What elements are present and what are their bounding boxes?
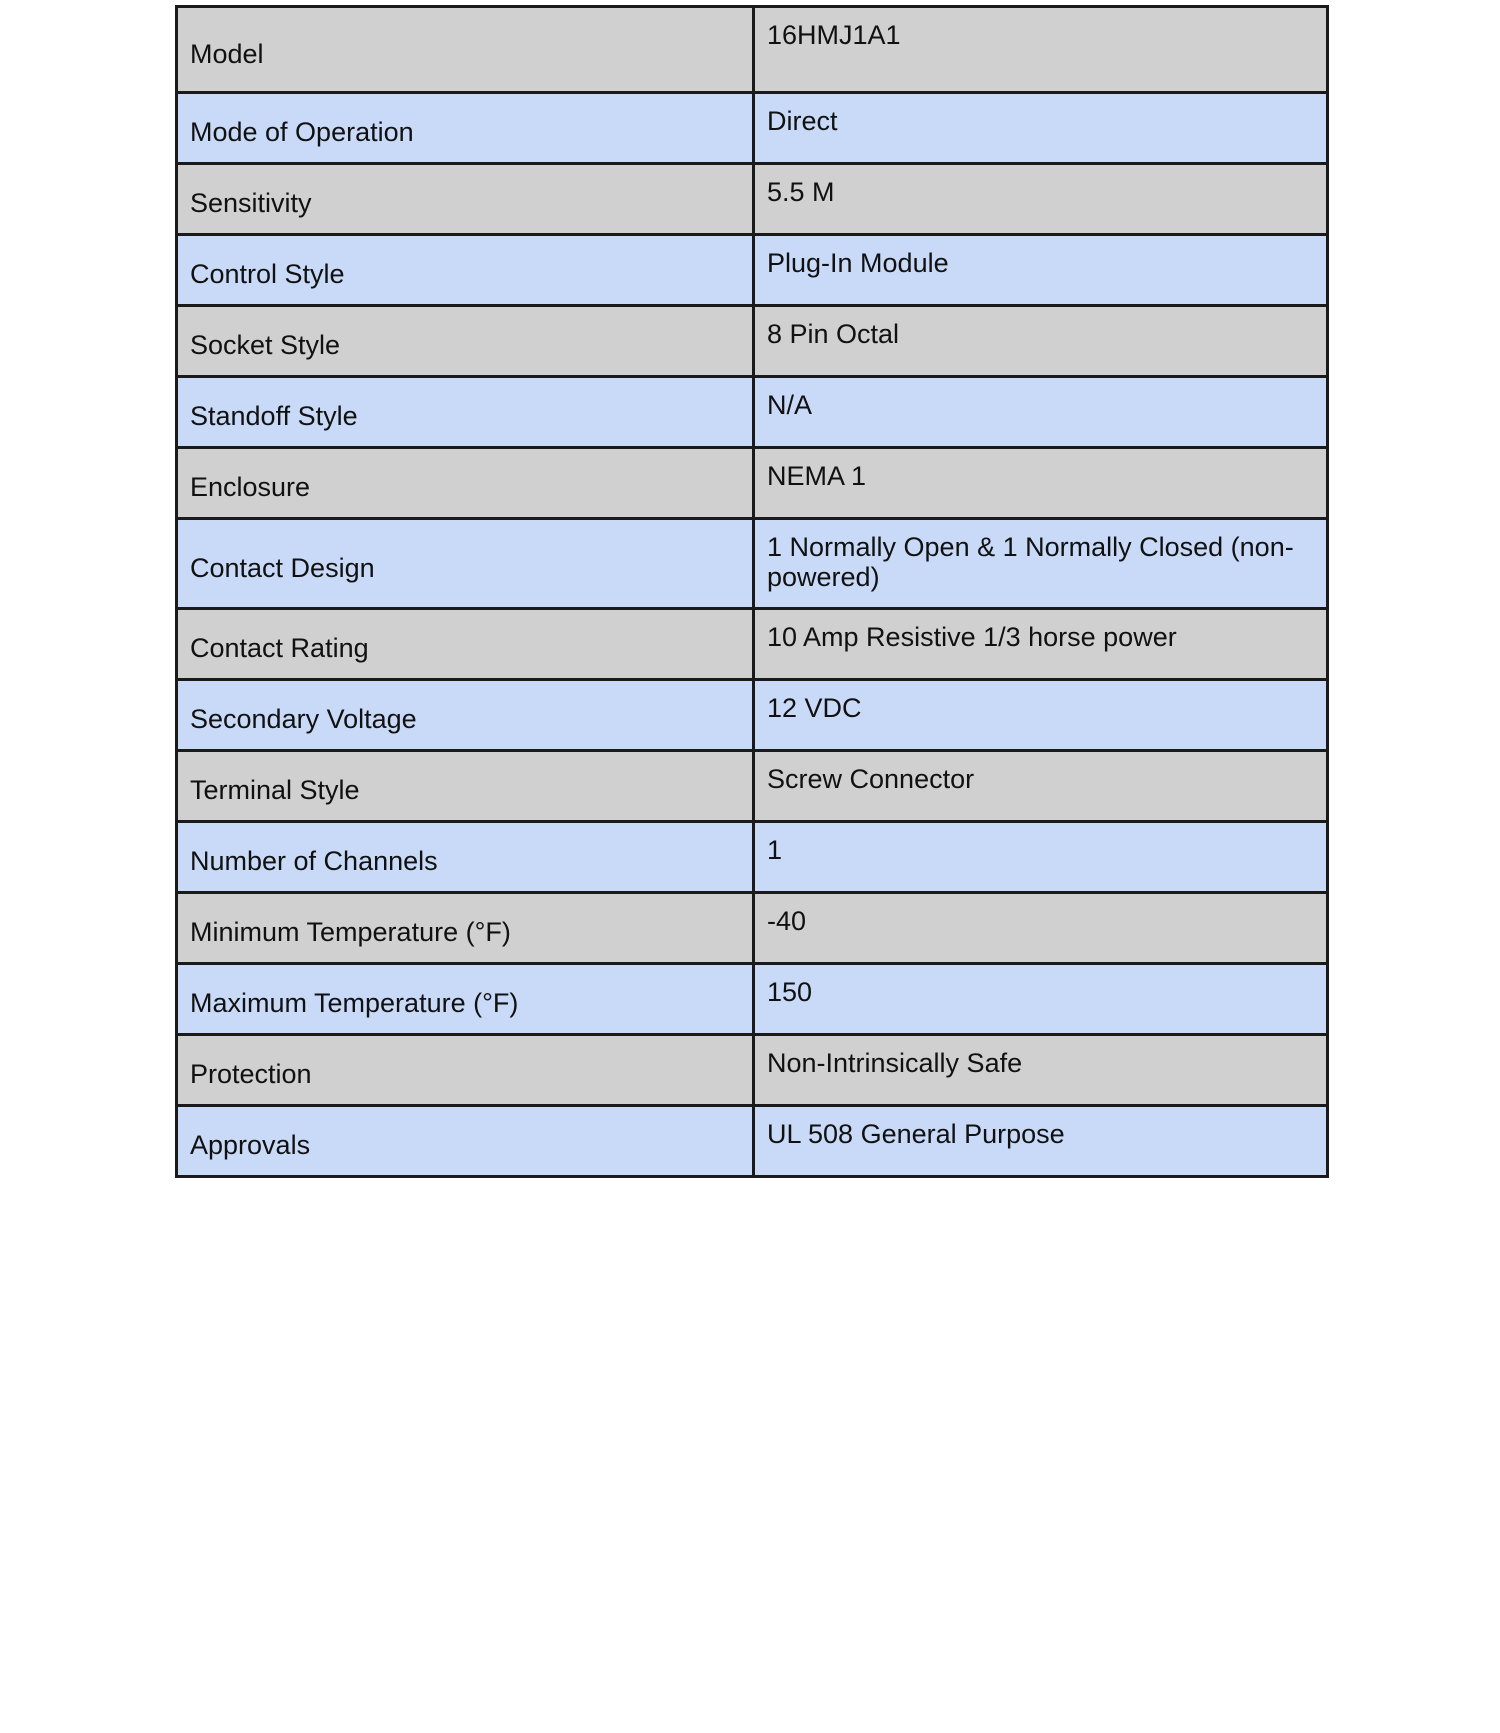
table-row [177, 964, 1328, 1035]
table-row [177, 377, 1328, 448]
specifications-table [175, 5, 1329, 1178]
spec-value: 12 VDC [754, 680, 1328, 751]
table-row [177, 1106, 1328, 1177]
table-row [177, 680, 1328, 751]
spec-value: 1 Normally Open & 1 Normally Closed (non-powered) [754, 519, 1328, 609]
spec-label: Terminal Style [177, 751, 754, 822]
spec-label: Approvals [177, 1106, 754, 1177]
spec-label: Contact Rating [177, 609, 754, 680]
spec-value: 1 [754, 822, 1328, 893]
table-row [177, 751, 1328, 822]
spec-value: Plug-In Module [754, 235, 1328, 306]
spec-label: Sensitivity [177, 164, 754, 235]
spec-label: Secondary Voltage [177, 680, 754, 751]
spec-value: 10 Amp Resistive 1/3 horse power [754, 609, 1328, 680]
spec-value: 150 [754, 964, 1328, 1035]
table-row [177, 7, 1328, 93]
table-row [177, 822, 1328, 893]
spec-label: Minimum Temperature (°F) [177, 893, 754, 964]
spec-label: Maximum Temperature (°F) [177, 964, 754, 1035]
spec-label: Protection [177, 1035, 754, 1106]
spec-value: 16HMJ1A1 [754, 7, 1328, 93]
table-row [177, 1035, 1328, 1106]
spec-label: Number of Channels [177, 822, 754, 893]
spec-value: -40 [754, 893, 1328, 964]
spec-label: Standoff Style [177, 377, 754, 448]
table-row [177, 164, 1328, 235]
spec-label: Socket Style [177, 306, 754, 377]
spec-value: 8 Pin Octal [754, 306, 1328, 377]
spec-label: Contact Design [177, 519, 754, 609]
table-row [177, 448, 1328, 519]
spec-value: UL 508 General Purpose [754, 1106, 1328, 1177]
spec-value: Non-Intrinsically Safe [754, 1035, 1328, 1106]
spec-value: Screw Connector [754, 751, 1328, 822]
table-row [177, 93, 1328, 164]
table-row [177, 235, 1328, 306]
spec-label: Enclosure [177, 448, 754, 519]
spec-value: N/A [754, 377, 1328, 448]
spec-value: NEMA 1 [754, 448, 1328, 519]
table-row [177, 306, 1328, 377]
spec-label: Model [177, 7, 754, 93]
table-row [177, 519, 1328, 609]
table-row [177, 893, 1328, 964]
spec-label: Control Style [177, 235, 754, 306]
spec-value: Direct [754, 93, 1328, 164]
table-row [177, 609, 1328, 680]
spec-label: Mode of Operation [177, 93, 754, 164]
spec-value: 5.5 M [754, 164, 1328, 235]
